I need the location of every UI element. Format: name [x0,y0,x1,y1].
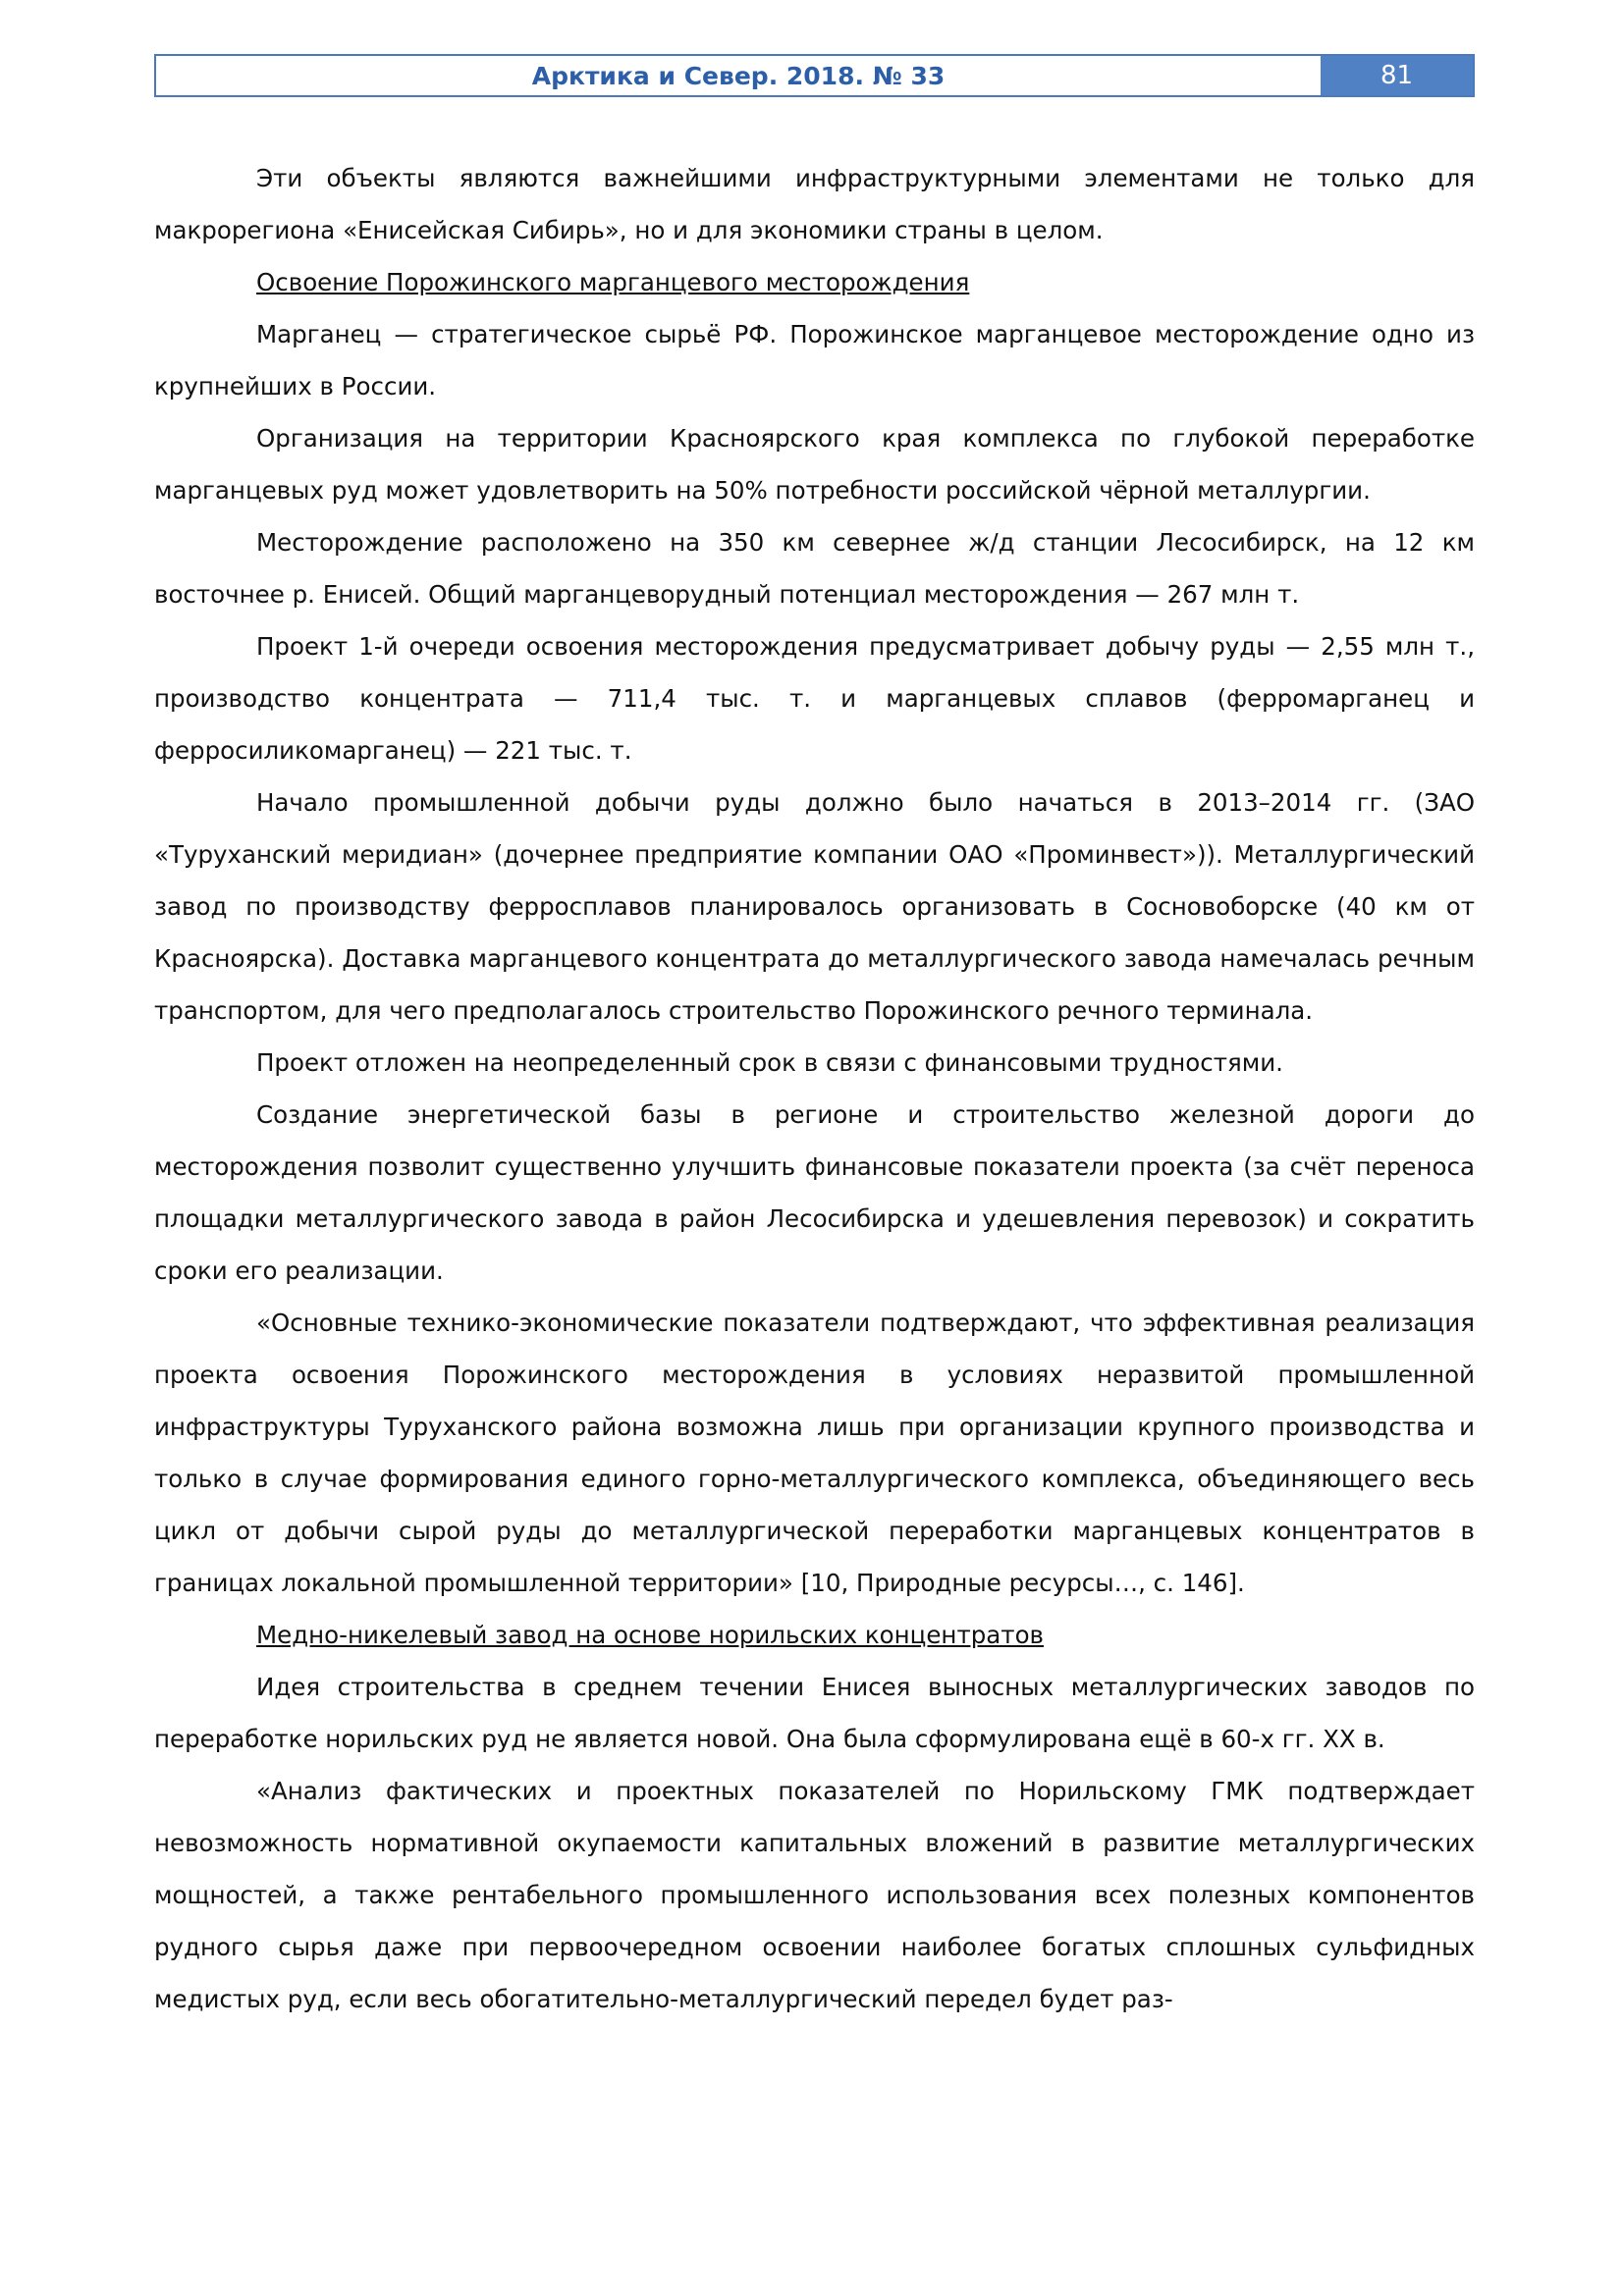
paragraph: Месторождение расположено на 350 км севернее ж/д станции Лесосибирск, на 12 км восточнее р. Енисей. Общий марганцеворудный потенциал месторождения — 267 млн т. [154,528,1475,609]
paragraph: Проект отложен на неопределенный срок в связи с финансовыми трудностями. [256,1048,1283,1077]
page-number: 81 [1321,56,1473,95]
paragraph: Создание энергетической базы в регионе и строительство железной дороги до месторождения позволит существенно улучшить финансовые показатели проекта (за счёт переноса площадки металлургического завода в район Лесосибирска и удешевления перевозок) и сократить сроки его реализации. [154,1100,1475,1285]
paragraph: Эти объекты являются важнейшими инфраструктурными элементами не только для макрорегиона «Енисейская Сибирь», но и для экономики страны в целом. [154,164,1475,244]
section-heading: Освоение Порожинского марганцевого месторождения [256,268,970,296]
paragraph: Проект 1-й очереди освоения месторождения предусматривает добычу руды — 2,55 млн т., производство концентрата — 711,4 тыс. т. и марганцевых сплавов (ферромарганец и ферросиликомарганец) — 221 тыс. т. [154,632,1475,765]
paragraph: Марганец — стратегическое сырьё РФ. Порожинское марганцевое месторождение одно из крупнейших в России. [154,320,1475,400]
quote-paragraph: «Анализ фактических и проектных показателей по Норильскому ГМК подтверждает невозможность нормативной окупаемости капитальных вложений в развитие металлургических мощностей, а также рентабельного промышленного использования всех полезных компонентов рудного сырья даже при первоочередном освоении наиболее богатых сплошных сульфидных медистых руд, если весь обогатительно-металлургический передел будет раз- [154,1777,1475,2013]
journal-title: Арктика и Север. 2018. № 33 [531,61,946,90]
paragraph: Идея строительства в среднем течении Енисея выносных металлургических заводов по переработке норильских руд не является новой. Она была сформулирована ещё в 60-х гг. XX в. [154,1673,1475,1753]
paragraph: Начало промышленной добычи руды должно было начаться в 2013–2014 гг. (ЗАО «Туруханский меридиан» (дочернее предприятие компании ОАО «Проминвест»)). Металлургический завод по производству ферросплавов планировалось организовать в Сосновоборске (40 км от Красноярска). Доставка марганцевого концентрата до металлургического завода намечалась речным транспортом, для чего предполагалось строительство Порожинского речного терминала. [154,788,1475,1025]
section-heading: Медно-никелевый завод на основе норильских концентратов [256,1621,1044,1649]
article-body [154,152,1475,2025]
quote-paragraph: «Основные технико-экономические показатели подтверждают, что эффективная реализация проекта освоения Порожинского месторождения в условиях неразвитой промышленной инфраструктуры Туруханского района возможна лишь при организации крупного производства и только в случае формирования единого горно-металлургического комплекса, объединяющего весь цикл от добычи сырой руды до металлургической переработки марганцевых концентратов в границах локальной промышленной территории» [10, Природные ресурсы…, с. 146]. [154,1308,1475,1597]
paragraph: Организация на территории Красноярского края комплекса по глубокой переработке марганцевых руд может удовлетворить на 50% потребности российской чёрной металлургии. [154,424,1475,505]
running-header [154,54,1475,97]
